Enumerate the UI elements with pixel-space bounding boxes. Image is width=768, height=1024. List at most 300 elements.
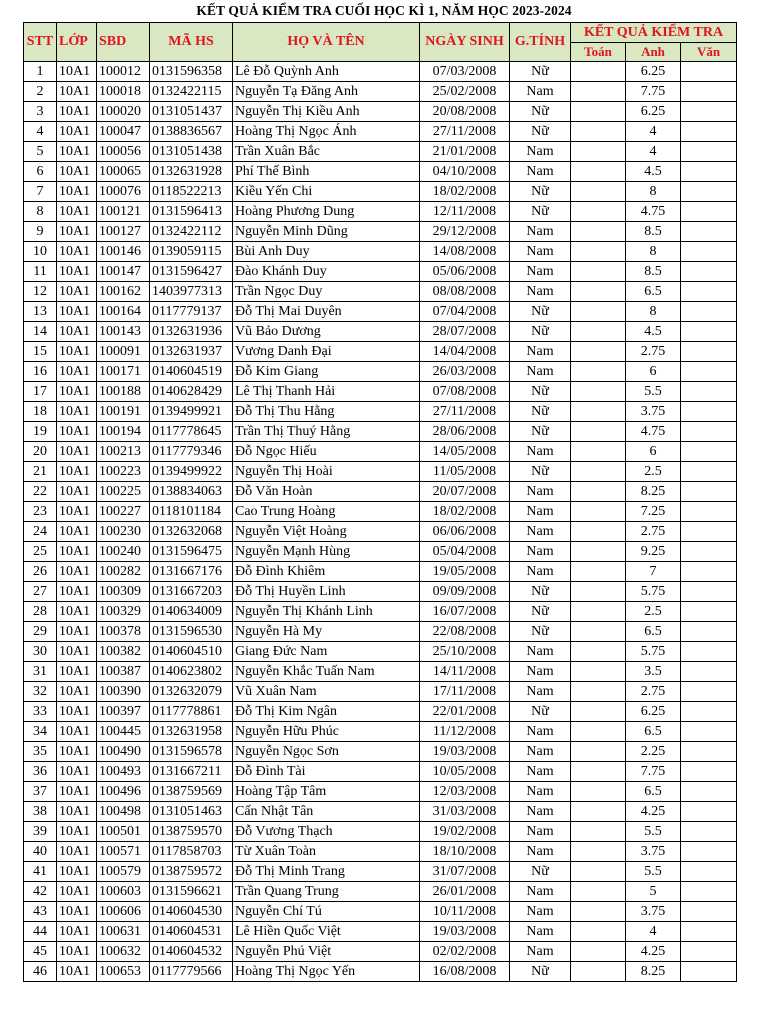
- cell-birth-date[interactable]: 19/03/2008: [420, 922, 510, 942]
- cell-math[interactable]: [571, 882, 626, 902]
- cell-student-id[interactable]: 0132422112: [150, 222, 233, 242]
- cell-birth-date[interactable]: 14/05/2008: [420, 442, 510, 462]
- cell-literature[interactable]: [681, 242, 737, 262]
- cell-birth-date[interactable]: 21/01/2008: [420, 142, 510, 162]
- cell-sbd[interactable]: 100496: [97, 782, 150, 802]
- cell-math[interactable]: [571, 162, 626, 182]
- cell-full-name[interactable]: Nguyễn Chí Tú: [233, 902, 420, 922]
- cell-literature[interactable]: [681, 502, 737, 522]
- cell-full-name[interactable]: Giang Đức Nam: [233, 642, 420, 662]
- cell-full-name[interactable]: Đỗ Vương Thạch: [233, 822, 420, 842]
- cell-gender[interactable]: Nam: [510, 442, 571, 462]
- cell-class[interactable]: 10A1: [57, 802, 97, 822]
- cell-literature[interactable]: [681, 882, 737, 902]
- cell-literature[interactable]: [681, 522, 737, 542]
- cell-full-name[interactable]: Lê Hiền Quốc Việt: [233, 922, 420, 942]
- cell-full-name[interactable]: Đỗ Kim Giang: [233, 362, 420, 382]
- cell-math[interactable]: [571, 142, 626, 162]
- cell-stt[interactable]: 41: [24, 862, 57, 882]
- cell-birth-date[interactable]: 22/08/2008: [420, 622, 510, 642]
- cell-stt[interactable]: 9: [24, 222, 57, 242]
- cell-class[interactable]: 10A1: [57, 482, 97, 502]
- cell-full-name[interactable]: Trần Quang Trung: [233, 882, 420, 902]
- cell-birth-date[interactable]: 31/07/2008: [420, 862, 510, 882]
- cell-stt[interactable]: 46: [24, 962, 57, 982]
- cell-math[interactable]: [571, 182, 626, 202]
- cell-stt[interactable]: 35: [24, 742, 57, 762]
- cell-birth-date[interactable]: 14/11/2008: [420, 662, 510, 682]
- cell-gender[interactable]: Nam: [510, 922, 571, 942]
- cell-class[interactable]: 10A1: [57, 962, 97, 982]
- cell-birth-date[interactable]: 07/04/2008: [420, 302, 510, 322]
- cell-sbd[interactable]: 100397: [97, 702, 150, 722]
- cell-class[interactable]: 10A1: [57, 782, 97, 802]
- cell-literature[interactable]: [681, 262, 737, 282]
- cell-full-name[interactable]: Bùi Anh Duy: [233, 242, 420, 262]
- cell-full-name[interactable]: Vũ Bảo Dương: [233, 322, 420, 342]
- cell-birth-date[interactable]: 14/04/2008: [420, 342, 510, 362]
- cell-math[interactable]: [571, 682, 626, 702]
- cell-student-id[interactable]: 0117779566: [150, 962, 233, 982]
- cell-stt[interactable]: 38: [24, 802, 57, 822]
- cell-stt[interactable]: 24: [24, 522, 57, 542]
- cell-sbd[interactable]: 100047: [97, 122, 150, 142]
- cell-student-id[interactable]: 0140623802: [150, 662, 233, 682]
- cell-full-name[interactable]: Hoàng Thị Ngọc Ánh: [233, 122, 420, 142]
- cell-gender[interactable]: Nam: [510, 542, 571, 562]
- cell-literature[interactable]: [681, 322, 737, 342]
- cell-birth-date[interactable]: 02/02/2008: [420, 942, 510, 962]
- cell-gender[interactable]: Nam: [510, 902, 571, 922]
- cell-math[interactable]: [571, 962, 626, 982]
- cell-full-name[interactable]: Nguyễn Hà My: [233, 622, 420, 642]
- cell-stt[interactable]: 4: [24, 122, 57, 142]
- cell-student-id[interactable]: 0139499921: [150, 402, 233, 422]
- cell-literature[interactable]: [681, 462, 737, 482]
- cell-sbd[interactable]: 100065: [97, 162, 150, 182]
- cell-birth-date[interactable]: 12/03/2008: [420, 782, 510, 802]
- cell-birth-date[interactable]: 31/03/2008: [420, 802, 510, 822]
- cell-literature[interactable]: [681, 562, 737, 582]
- cell-english[interactable]: 4: [626, 142, 681, 162]
- header-sbd[interactable]: SBD: [97, 23, 150, 62]
- cell-sbd[interactable]: 100387: [97, 662, 150, 682]
- cell-math[interactable]: [571, 282, 626, 302]
- cell-student-id[interactable]: 0117778861: [150, 702, 233, 722]
- cell-sbd[interactable]: 100382: [97, 642, 150, 662]
- cell-stt[interactable]: 2: [24, 82, 57, 102]
- cell-full-name[interactable]: Nguyễn Khắc Tuấn Nam: [233, 662, 420, 682]
- cell-student-id[interactable]: 0118522213: [150, 182, 233, 202]
- cell-literature[interactable]: [681, 162, 737, 182]
- cell-student-id[interactable]: 0132631928: [150, 162, 233, 182]
- cell-gender[interactable]: Nữ: [510, 582, 571, 602]
- cell-math[interactable]: [571, 262, 626, 282]
- cell-stt[interactable]: 31: [24, 662, 57, 682]
- cell-student-id[interactable]: 0131051437: [150, 102, 233, 122]
- cell-sbd[interactable]: 100162: [97, 282, 150, 302]
- cell-gender[interactable]: Nam: [510, 502, 571, 522]
- cell-class[interactable]: 10A1: [57, 742, 97, 762]
- cell-english[interactable]: 5.5: [626, 382, 681, 402]
- cell-stt[interactable]: 5: [24, 142, 57, 162]
- cell-class[interactable]: 10A1: [57, 202, 97, 222]
- cell-sbd[interactable]: 100227: [97, 502, 150, 522]
- cell-sbd[interactable]: 100171: [97, 362, 150, 382]
- cell-sbd[interactable]: 100606: [97, 902, 150, 922]
- cell-stt[interactable]: 36: [24, 762, 57, 782]
- cell-gender[interactable]: Nam: [510, 522, 571, 542]
- cell-gender[interactable]: Nam: [510, 722, 571, 742]
- cell-gender[interactable]: Nữ: [510, 862, 571, 882]
- cell-english[interactable]: 3.75: [626, 402, 681, 422]
- cell-english[interactable]: 2.25: [626, 742, 681, 762]
- cell-english[interactable]: 6: [626, 442, 681, 462]
- cell-class[interactable]: 10A1: [57, 122, 97, 142]
- cell-gender[interactable]: Nữ: [510, 322, 571, 342]
- cell-birth-date[interactable]: 25/02/2008: [420, 82, 510, 102]
- cell-gender[interactable]: Nữ: [510, 122, 571, 142]
- cell-gender[interactable]: Nam: [510, 562, 571, 582]
- cell-literature[interactable]: [681, 842, 737, 862]
- cell-english[interactable]: 2.75: [626, 342, 681, 362]
- cell-stt[interactable]: 37: [24, 782, 57, 802]
- cell-student-id[interactable]: 0132632068: [150, 522, 233, 542]
- cell-gender[interactable]: Nam: [510, 342, 571, 362]
- cell-birth-date[interactable]: 11/12/2008: [420, 722, 510, 742]
- cell-full-name[interactable]: Nguyễn Thị Hoài: [233, 462, 420, 482]
- cell-birth-date[interactable]: 16/07/2008: [420, 602, 510, 622]
- cell-literature[interactable]: [681, 442, 737, 462]
- cell-gender[interactable]: Nam: [510, 262, 571, 282]
- cell-literature[interactable]: [681, 482, 737, 502]
- cell-class[interactable]: 10A1: [57, 342, 97, 362]
- cell-stt[interactable]: 25: [24, 542, 57, 562]
- cell-student-id[interactable]: 0131596530: [150, 622, 233, 642]
- cell-literature[interactable]: [681, 182, 737, 202]
- cell-birth-date[interactable]: 04/10/2008: [420, 162, 510, 182]
- cell-class[interactable]: 10A1: [57, 562, 97, 582]
- cell-english[interactable]: 6.25: [626, 702, 681, 722]
- cell-full-name[interactable]: Hoàng Thị Ngọc Yến: [233, 962, 420, 982]
- cell-stt[interactable]: 10: [24, 242, 57, 262]
- cell-gender[interactable]: Nam: [510, 782, 571, 802]
- cell-literature[interactable]: [681, 922, 737, 942]
- cell-sbd[interactable]: 100309: [97, 582, 150, 602]
- cell-class[interactable]: 10A1: [57, 282, 97, 302]
- cell-stt[interactable]: 29: [24, 622, 57, 642]
- cell-sbd[interactable]: 100020: [97, 102, 150, 122]
- header-results[interactable]: KẾT QUẢ KIỂM TRA: [571, 23, 737, 43]
- cell-class[interactable]: 10A1: [57, 862, 97, 882]
- cell-class[interactable]: 10A1: [57, 422, 97, 442]
- cell-student-id[interactable]: 0140604532: [150, 942, 233, 962]
- cell-full-name[interactable]: Đỗ Thị Thu Hằng: [233, 402, 420, 422]
- cell-student-id[interactable]: 0131667203: [150, 582, 233, 602]
- cell-gender[interactable]: Nữ: [510, 402, 571, 422]
- header-literature[interactable]: Văn: [681, 43, 737, 62]
- cell-birth-date[interactable]: 05/06/2008: [420, 262, 510, 282]
- cell-english[interactable]: 2.5: [626, 602, 681, 622]
- cell-full-name[interactable]: Nguyễn Tạ Đăng Anh: [233, 82, 420, 102]
- cell-math[interactable]: [571, 102, 626, 122]
- cell-sbd[interactable]: 100225: [97, 482, 150, 502]
- cell-math[interactable]: [571, 342, 626, 362]
- cell-literature[interactable]: [681, 142, 737, 162]
- cell-stt[interactable]: 39: [24, 822, 57, 842]
- cell-literature[interactable]: [681, 622, 737, 642]
- cell-sbd[interactable]: 100056: [97, 142, 150, 162]
- cell-math[interactable]: [571, 362, 626, 382]
- cell-class[interactable]: 10A1: [57, 942, 97, 962]
- cell-student-id[interactable]: 0118101184: [150, 502, 233, 522]
- cell-student-id[interactable]: 0140604510: [150, 642, 233, 662]
- cell-student-id[interactable]: 0131596427: [150, 262, 233, 282]
- cell-birth-date[interactable]: 06/06/2008: [420, 522, 510, 542]
- cell-gender[interactable]: Nữ: [510, 382, 571, 402]
- cell-gender[interactable]: Nữ: [510, 462, 571, 482]
- cell-gender[interactable]: Nữ: [510, 62, 571, 82]
- cell-sbd[interactable]: 100632: [97, 942, 150, 962]
- cell-class[interactable]: 10A1: [57, 522, 97, 542]
- cell-stt[interactable]: 28: [24, 602, 57, 622]
- cell-student-id[interactable]: 0131596475: [150, 542, 233, 562]
- cell-birth-date[interactable]: 10/11/2008: [420, 902, 510, 922]
- cell-student-id[interactable]: 0131596413: [150, 202, 233, 222]
- cell-gender[interactable]: Nữ: [510, 702, 571, 722]
- cell-english[interactable]: 5.75: [626, 582, 681, 602]
- cell-full-name[interactable]: Đỗ Thị Kim Ngân: [233, 702, 420, 722]
- cell-stt[interactable]: 12: [24, 282, 57, 302]
- cell-birth-date[interactable]: 16/08/2008: [420, 962, 510, 982]
- cell-birth-date[interactable]: 26/01/2008: [420, 882, 510, 902]
- cell-student-id[interactable]: 0138759572: [150, 862, 233, 882]
- header-class[interactable]: LỚP: [57, 23, 97, 62]
- cell-full-name[interactable]: Nguyễn Việt Hoàng: [233, 522, 420, 542]
- cell-student-id[interactable]: 0117779346: [150, 442, 233, 462]
- cell-stt[interactable]: 45: [24, 942, 57, 962]
- cell-full-name[interactable]: Cấn Nhật Tân: [233, 802, 420, 822]
- cell-sbd[interactable]: 100076: [97, 182, 150, 202]
- cell-english[interactable]: 8.5: [626, 262, 681, 282]
- cell-english[interactable]: 3.5: [626, 662, 681, 682]
- cell-student-id[interactable]: 0140604530: [150, 902, 233, 922]
- cell-sbd[interactable]: 100091: [97, 342, 150, 362]
- cell-student-id[interactable]: 0131051438: [150, 142, 233, 162]
- cell-birth-date[interactable]: 25/10/2008: [420, 642, 510, 662]
- cell-english[interactable]: 8: [626, 302, 681, 322]
- cell-sbd[interactable]: 100121: [97, 202, 150, 222]
- cell-sbd[interactable]: 100164: [97, 302, 150, 322]
- cell-gender[interactable]: Nữ: [510, 602, 571, 622]
- cell-stt[interactable]: 40: [24, 842, 57, 862]
- cell-full-name[interactable]: Từ Xuân Toàn: [233, 842, 420, 862]
- cell-full-name[interactable]: Nguyễn Ngọc Sơn: [233, 742, 420, 762]
- cell-class[interactable]: 10A1: [57, 822, 97, 842]
- cell-sbd[interactable]: 100146: [97, 242, 150, 262]
- cell-birth-date[interactable]: 14/08/2008: [420, 242, 510, 262]
- cell-english[interactable]: 4.75: [626, 422, 681, 442]
- cell-sbd[interactable]: 100240: [97, 542, 150, 562]
- cell-student-id[interactable]: 0138836567: [150, 122, 233, 142]
- cell-student-id[interactable]: 0139059115: [150, 242, 233, 262]
- cell-full-name[interactable]: Trần Xuân Bắc: [233, 142, 420, 162]
- cell-literature[interactable]: [681, 762, 737, 782]
- cell-student-id[interactable]: 0138834063: [150, 482, 233, 502]
- cell-literature[interactable]: [681, 942, 737, 962]
- cell-full-name[interactable]: Đỗ Văn Hoàn: [233, 482, 420, 502]
- header-gender[interactable]: G.TÍNH: [510, 23, 571, 62]
- cell-gender[interactable]: Nam: [510, 662, 571, 682]
- cell-stt[interactable]: 3: [24, 102, 57, 122]
- cell-class[interactable]: 10A1: [57, 262, 97, 282]
- cell-math[interactable]: [571, 442, 626, 462]
- cell-class[interactable]: 10A1: [57, 762, 97, 782]
- cell-full-name[interactable]: Đỗ Thị Minh Trang: [233, 862, 420, 882]
- cell-english[interactable]: 2.5: [626, 462, 681, 482]
- cell-english[interactable]: 8.5: [626, 222, 681, 242]
- cell-stt[interactable]: 19: [24, 422, 57, 442]
- cell-class[interactable]: 10A1: [57, 682, 97, 702]
- cell-sbd[interactable]: 100213: [97, 442, 150, 462]
- cell-english[interactable]: 4.75: [626, 202, 681, 222]
- cell-math[interactable]: [571, 62, 626, 82]
- cell-gender[interactable]: Nam: [510, 142, 571, 162]
- cell-literature[interactable]: [681, 802, 737, 822]
- cell-birth-date[interactable]: 18/02/2008: [420, 502, 510, 522]
- cell-gender[interactable]: Nam: [510, 842, 571, 862]
- cell-full-name[interactable]: Đỗ Thị Huyền Linh: [233, 582, 420, 602]
- cell-literature[interactable]: [681, 862, 737, 882]
- cell-student-id[interactable]: 1403977313: [150, 282, 233, 302]
- cell-math[interactable]: [571, 662, 626, 682]
- cell-class[interactable]: 10A1: [57, 702, 97, 722]
- cell-student-id[interactable]: 0140628429: [150, 382, 233, 402]
- cell-student-id[interactable]: 0132631958: [150, 722, 233, 742]
- cell-math[interactable]: [571, 422, 626, 442]
- cell-english[interactable]: 6.5: [626, 722, 681, 742]
- cell-class[interactable]: 10A1: [57, 142, 97, 162]
- cell-english[interactable]: 4.5: [626, 162, 681, 182]
- cell-sbd[interactable]: 100445: [97, 722, 150, 742]
- cell-sbd[interactable]: 100571: [97, 842, 150, 862]
- cell-math[interactable]: [571, 902, 626, 922]
- cell-english[interactable]: 7: [626, 562, 681, 582]
- cell-gender[interactable]: Nữ: [510, 182, 571, 202]
- cell-english[interactable]: 2.75: [626, 522, 681, 542]
- cell-math[interactable]: [571, 502, 626, 522]
- cell-sbd[interactable]: 100653: [97, 962, 150, 982]
- cell-english[interactable]: 3.75: [626, 902, 681, 922]
- cell-literature[interactable]: [681, 782, 737, 802]
- cell-birth-date[interactable]: 07/03/2008: [420, 62, 510, 82]
- cell-english[interactable]: 7.75: [626, 82, 681, 102]
- cell-birth-date[interactable]: 28/07/2008: [420, 322, 510, 342]
- cell-math[interactable]: [571, 582, 626, 602]
- cell-math[interactable]: [571, 82, 626, 102]
- cell-math[interactable]: [571, 542, 626, 562]
- cell-english[interactable]: 5.5: [626, 862, 681, 882]
- cell-full-name[interactable]: Nguyễn Phú Việt: [233, 942, 420, 962]
- cell-class[interactable]: 10A1: [57, 722, 97, 742]
- cell-math[interactable]: [571, 402, 626, 422]
- cell-student-id[interactable]: 0117779137: [150, 302, 233, 322]
- cell-english[interactable]: 8: [626, 242, 681, 262]
- cell-stt[interactable]: 23: [24, 502, 57, 522]
- cell-math[interactable]: [571, 322, 626, 342]
- cell-full-name[interactable]: Nguyễn Minh Dũng: [233, 222, 420, 242]
- cell-class[interactable]: 10A1: [57, 582, 97, 602]
- cell-full-name[interactable]: Vũ Xuân Nam: [233, 682, 420, 702]
- cell-math[interactable]: [571, 462, 626, 482]
- cell-student-id[interactable]: 0117778645: [150, 422, 233, 442]
- header-math[interactable]: Toán: [571, 43, 626, 62]
- cell-literature[interactable]: [681, 402, 737, 422]
- cell-literature[interactable]: [681, 302, 737, 322]
- cell-stt[interactable]: 15: [24, 342, 57, 362]
- cell-birth-date[interactable]: 22/01/2008: [420, 702, 510, 722]
- cell-class[interactable]: 10A1: [57, 382, 97, 402]
- cell-stt[interactable]: 1: [24, 62, 57, 82]
- cell-math[interactable]: [571, 822, 626, 842]
- cell-class[interactable]: 10A1: [57, 242, 97, 262]
- cell-full-name[interactable]: Trần Thị Thuý Hằng: [233, 422, 420, 442]
- cell-student-id[interactable]: 0139499922: [150, 462, 233, 482]
- cell-student-id[interactable]: 0132422115: [150, 82, 233, 102]
- cell-birth-date[interactable]: 19/03/2008: [420, 742, 510, 762]
- cell-sbd[interactable]: 100147: [97, 262, 150, 282]
- cell-gender[interactable]: Nam: [510, 162, 571, 182]
- cell-english[interactable]: 6.5: [626, 622, 681, 642]
- cell-math[interactable]: [571, 242, 626, 262]
- cell-student-id[interactable]: 0132631937: [150, 342, 233, 362]
- cell-gender[interactable]: Nữ: [510, 302, 571, 322]
- cell-class[interactable]: 10A1: [57, 302, 97, 322]
- cell-student-id[interactable]: 0138759570: [150, 822, 233, 842]
- cell-birth-date[interactable]: 10/05/2008: [420, 762, 510, 782]
- cell-literature[interactable]: [681, 422, 737, 442]
- cell-literature[interactable]: [681, 602, 737, 622]
- cell-full-name[interactable]: Nguyễn Mạnh Hùng: [233, 542, 420, 562]
- cell-literature[interactable]: [681, 82, 737, 102]
- cell-sbd[interactable]: 100603: [97, 882, 150, 902]
- cell-sbd[interactable]: 100188: [97, 382, 150, 402]
- header-full-name[interactable]: HỌ VÀ TÊN: [233, 23, 420, 62]
- cell-stt[interactable]: 43: [24, 902, 57, 922]
- cell-birth-date[interactable]: 09/09/2008: [420, 582, 510, 602]
- cell-math[interactable]: [571, 622, 626, 642]
- cell-stt[interactable]: 34: [24, 722, 57, 742]
- cell-full-name[interactable]: Lê Đỗ Quỳnh Anh: [233, 62, 420, 82]
- cell-class[interactable]: 10A1: [57, 902, 97, 922]
- cell-birth-date[interactable]: 19/02/2008: [420, 822, 510, 842]
- cell-full-name[interactable]: Kiều Yến Chi: [233, 182, 420, 202]
- cell-student-id[interactable]: 0131667176: [150, 562, 233, 582]
- cell-class[interactable]: 10A1: [57, 362, 97, 382]
- cell-sbd[interactable]: 100493: [97, 762, 150, 782]
- cell-gender[interactable]: Nam: [510, 682, 571, 702]
- cell-stt[interactable]: 11: [24, 262, 57, 282]
- cell-birth-date[interactable]: 20/08/2008: [420, 102, 510, 122]
- cell-birth-date[interactable]: 18/02/2008: [420, 182, 510, 202]
- cell-english[interactable]: 6: [626, 362, 681, 382]
- cell-english[interactable]: 6.25: [626, 62, 681, 82]
- cell-gender[interactable]: Nam: [510, 282, 571, 302]
- cell-math[interactable]: [571, 722, 626, 742]
- cell-birth-date[interactable]: 19/05/2008: [420, 562, 510, 582]
- cell-literature[interactable]: [681, 702, 737, 722]
- cell-literature[interactable]: [681, 642, 737, 662]
